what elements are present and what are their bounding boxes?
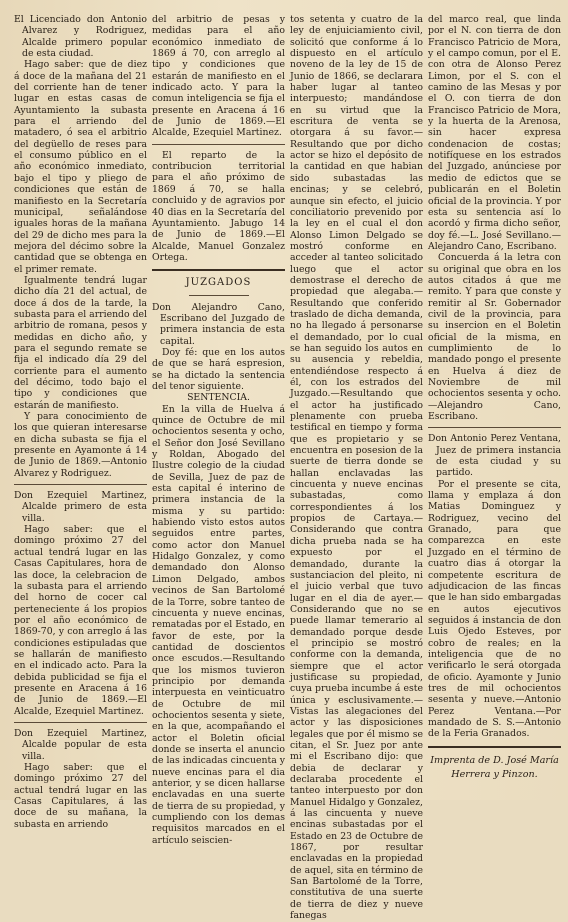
divider (189, 295, 249, 296)
notice-heading: El Licenciado don Antonio Alvarez y Rodriguez, Alcalde primero popular de esta ciudad. (14, 14, 147, 60)
printer-name-2: Herrera y Pinzon. (451, 768, 538, 780)
notice-heading: Don Antonio Perez Ventana, Juez de primera instancia de esta ciudad y su partido. (428, 433, 561, 479)
column-4 (428, 14, 561, 790)
notice-paragraph: Hago saber: que de diez á doce de la mañana del 21 del corriente han de tener lugar en estas casas de Ayuntamiento la subasta para el arriendo del matadero, ó sea el arbitrio del degüello de reses para el consumo público en el año económico inmediato, bajo el tipo y pliego de condiciones que están de manifiesto en la Secretaría municipal, señalándose iguales horas de la mañana del 29 de dicho mes para la mejora del décimo sobre la cantidad que se obtenga en el primer remate. (14, 59, 147, 275)
section-rule (428, 746, 561, 748)
notice-paragraph: Hago saber: que el domingo próximo 27 del actual tendrá lugar en las Casas Capitulares, á las doce de su mañana, la subasta en arriendo (14, 762, 147, 830)
column-3 (290, 14, 423, 922)
section-rule (152, 269, 285, 271)
notice-heading: Don Ezequiel Martinez, Alcalde popular de esta villa. (14, 727, 147, 762)
imprint-line (428, 754, 561, 782)
notice-heading: Don Ezequiel Martinez, Alcalde primero de esta villa. (14, 490, 147, 524)
notice-paragraph: tos setenta y cuatro de la ley de enjuiciamiento civil, solicitó que conforme á lo dispuesto en el artículo noveno de la ley de 15 de Junio de 1866, se declarara haber lugar al tanteo interpuesto; mandándose en su virtud que la escritura de venta se otorgara á su favor.—Resultando que por dicho actor se hizo el depósito de la cantidad en que habian sido subastadas las encinas; y se celebró, aunque sin efecto, el juicio conciliatorio prevenido por la ley en el cual el don Alonso Limon Delgado se mostró conforme en acceder al tanteo solicitado luego que el actor demostrase el derecho de propiedad que alegaba.—Resultando que conferido traslado de dicha demanda, no ha llegado á personarse el demandado, por lo cual se han seguido los autos en su ausencia y rebeldia, entendiéndose respecto á él, con los estrados del Juzgado.—Resultando que el actor ha justificado plenamente con prueba testifical en tiempo y forma que es propietario y se encuentra en posesion de la suerte de tierra donde se hallan enclavadas las cincuenta y nueve encinas subastadas, como correspondientes á los propios de Cartaya.—Considerando que contra dicha prueba nada se ha expuesto por el demandado, durante la sustanciacion del pleito, ni el juicio verbal que tuvo lugar en el dia de ayer.—Considerando que no se puede llamar temerario al demandado porque desde el principio se mostró conforme con la demanda, siempre que el actor justificase su propiedad, cuya prueba incumbe á este única y esclusivamente.—Vistas las alegaciones del actor y las disposiciones legales que por él mismo se citan, el Sr. Juez por ante mi el Escribano dijo: que debia de declarar y declaraba procedente el tanteo interpuesto por don Manuel Hidalgo y Gonzalez, á las cincuenta y nueve encinas subastadas por el Estado en 23 de Octubre de 1867, por resultar enclavadas en la propiedad de aquel, sita en término de San Bartolomé de la Torre, constitutiva de una suerte de tierra de diez y nueve fanegas (290, 14, 423, 922)
notice-paragraph: En la villa de Huelva á quince de Octubre de mil ochocientos sesenta y ocho, el Señor don José Sevillano y Roldan, Abogado del Ilustre colegio de la ciudad de Sevilla, Juez de paz de esta capital é interino de primera instancia de la misma y su partido: habiendo visto estos autos seguidos entre partes, como actor don Manuel Hidalgo Gonzalez, y como demandado don Alonso Limon Delgado, ambos vecinos de San Bartolomé de la Torre, sobre tanteo de cincuenta y nueve encinas, rematadas por el Estado, en favor de este, por la cantidad de doscientos once escudos.—Resultando que los mismos tuvieron principio por demanda interpuesta en veinticuatro de Octubre de mil ochocientos sesenta y siete, en la que, acompañando el actor el Boletin oficial donde se inserta el anuncio de las indicadas cincuenta y nueve encinas para el dia anterior, y se dicen hallarse enclavadas en una suerte de tierra de su propiedad, y cumpliendo con los demas requisitos marcados en el artículo seiscien- (152, 403, 285, 846)
column-2 (152, 14, 285, 846)
divider (14, 484, 147, 485)
notice-paragraph: Concuerda á la letra con su original que obra en los autos citados á que me remito. Y para que conste y remitir al Sr. Gobernador civil de la provincia, para su insercion en el Boletin oficial de la misma, en cumplimiento de lo mandado pongo el presente en Huelva á diez de Noviembre de mil ochocientos sesenta y ocho.—Alejandro Cano, Escribano. (428, 252, 561, 423)
notice-paragraph: El reparto de la contribucion territorial para el año próximo de 1869 á 70, se halla concluido y de agravios por 40 dias en la Secretaría del Ayuntamiento. Jabugo 14 de Junio de 1869.—El Alcalde, Manuel Gonzalez Ortega. (152, 149, 285, 263)
notice-paragraph: del arbitrio de pesas y medidas para el año económico inmediato de 1869 á 70, con arreglo al tipo y condiciones que estarán de manifiesto en el indicado acto. Y para la comun inteligencia se fija el presente en Aracena á 16 de Junio de 1869.—El Alcalde, Ezequiel Martinez. (152, 14, 285, 139)
printer-name: Imprenta de D. José María (430, 754, 559, 766)
notice-paragraph: Por el presente se cita, llama y emplaza á don Matias Dominguez y Rodriguez, vecino del Granado, para que comparezca en este Juzgado en el término de cuatro dias á otorgar la competente escritura de adjudicacion de las fincas que le han sido embargadas en autos ejecutivos seguidos á instancia de don Luis Ojedo Esteves, por cobro de reales; en la inteligencia que de no verificarlo le será otorgada de oficio. Ayamonte y Junio tres de mil ochocientos sesenta y nueve.—Antonio Perez Ventana.—Por mandado de S. S.—Antonio de la Feria Granados. (428, 478, 561, 740)
section-heading: JUZGADOS (185, 277, 252, 289)
notice-paragraph: Hago saber: que el domingo próximo 27 del actual tendrá lugar en las Casas Capitulares, hora de las doce, la celebracion de la subasta para el arriendo del horno de cocer cal perteneciente á los propios por el año económico de 1869-70, y con arreglo á las condiciones estipuladas que se hallarán de manifiesto en el indicado acto. Para la debida publicidad se fija el presente en Aracena á 16 de Junio de 1869.—El Alcalde, Ezequiel Martinez. (14, 524, 147, 717)
notice-paragraph: Y para conocimiento de los que quieran interesarse en dicha subasta se fija el presente en Ayamonte á 14 de Junio de 1869.—Antonio Alvarez y Rodriguez. (14, 411, 147, 479)
notice-paragraph: del marco real, que linda por el N. con tierra de don Francisco Patricio de Mora, y el campo comun, por el E. con otra de Alonso Perez Limon, por el S. con el camino de las Mesas y por el O. con tierra de don Francisco Patricio de Mora, y la huerta de la Arenosa, sin hacer expresa condenacion de costas; notifíquese en los estrados del Juzgado, anúnciese por medio de edictos que se publicarán en el Boletin oficial de la provincia. Y por esta su sentencia así lo acordó y firma dicho señor, doy fé.—L. José Sevillano.—Alejandro Cano, Escribano. (428, 14, 561, 252)
divider (14, 722, 147, 723)
notice-heading: Don Alejandro Cano, Escribano del Juzgado de primera instancia de esta capital. (152, 301, 285, 347)
sentence-title: SENTENCIA. (187, 392, 250, 404)
divider (152, 144, 285, 145)
column-1 (14, 14, 147, 830)
divider (428, 427, 561, 428)
notice-paragraph: Igualmente tendrá lugar dicho día 21 del actual, de doce á dos de la tarde, la subasta para el arriendo del arbitrio de romana, pesos y medidas en dicho año, y para el segundo remate se fija el indicado día 29 del corriente para el aumento del décimo, todo bajo el tipo y condiciones que estarán de manifiesto. (14, 274, 147, 411)
notice-paragraph: Doy fé: que en los autos de que se hará espresion, se ha dictado la sentencia del tenor siguiente. (152, 346, 285, 392)
